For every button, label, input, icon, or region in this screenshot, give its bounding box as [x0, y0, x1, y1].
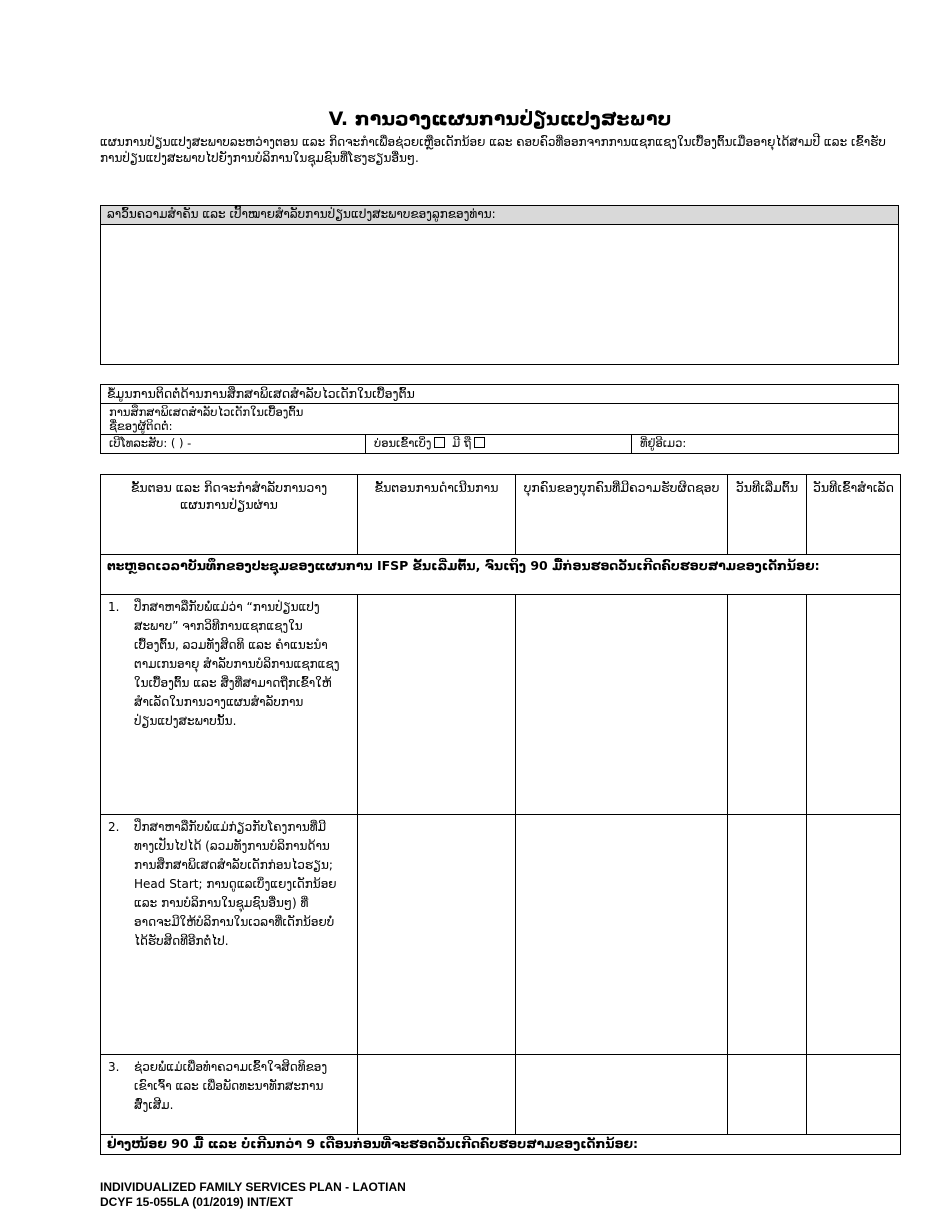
table-row [101, 815, 901, 1055]
list-item: 1. ປຶກສາຫາລືກັບພໍ່ແມ່ວ່າ “ການປ່ຽນແປງສະພາບ” ຈາກວິທີການແຊກແຊງໃນເບື້ອງຕົ້ນ, ລວມທັງສິດທິ ແລະ ຄຳແນະນຳຕາມເກນອາຍຸ ສຳລັບການບໍລິການແຊກແຊງໃນເບື້ອງຕົ້ນ ແລະ ສິ່ງທີ່ສາມາດຖືກເຂົ້າໃຫ້ສຳເລັດໃນການວາງແຜນສຳລັບການປ່ຽນແປງສະພາບນັ້ນ. [108, 600, 340, 728]
footer-row: ຢ່າງໜ້ອຍ 90 ມື້ ແລະ ບໍ່ເກີນກວ່າ 9 ເດືອນກ່ອນທີ່ຈະຮອດວັນເກີດຄົບຮອບສາມຂອງເດັກນ້ອຍ: [101, 1135, 901, 1155]
cell-start-2[interactable] [728, 815, 807, 1055]
table-row [101, 1055, 901, 1135]
header-actions: ຂັ້ນຕອນການດຳເນີນການ [358, 475, 516, 555]
table-row [101, 595, 901, 815]
transition-steps-table [100, 474, 901, 1155]
cell-responsible-1[interactable] [516, 595, 728, 815]
form-name: INDIVIDUALIZED FAMILY SERVICES PLAN - LAOTIAN [100, 1180, 406, 1194]
contact-info-row [101, 435, 898, 453]
header-completed-date: ວັນທີເຂົ້າສຳເລັດ [807, 475, 901, 555]
intro-paragraph: ແຜນການປ່ຽນແປງສະພາບລະຫວ່າງຕອນ ແລະ ກິດຈະກຳເພື່ອຊ່ວຍເຫຼືອເດັກນ້ອຍ ແລະ ຄອບຄົວທີ່ອອກຈາກການແຊກແຊງໃນເບື້ອງຕົ້ນເມື່ອອາຍຸໄດ້ສາມປີ ແລະ ເຂົ້າຮັບການປ່ຽນແປງສະພາບໄປຍັງການບໍລິການໃນຊຸມຊົນທີ່ໂຮງຮຽນອື່ນໆ. [100, 135, 886, 165]
consent-field [366, 435, 632, 453]
list-item: 2. ປຶກສາຫາລືກັບພໍ່ແມ່ກ່ຽວກັບໂຄງການທີ່ມີທາງເປັນໄປໄດ້ (ລວມທັງການບໍລິການດ້ານການສຶກສາພິເສດສຳລັບເດັກກ່ອນໄວຮຽນ; Head Start; ການດູແລເບິ່ງແຍງເດັກນ້ອຍ ແລະ ການບໍລິການໃນຊຸມຊົນອື່ນໆ) ທີ່ອາດຈະມີໃຫ້ບໍລິການໃນເວລາທີ່ເດັກນ້ອຍບໍ່ໄດ້ຮັບສິດທີອີກຕໍ່ໄປ. [108, 820, 337, 948]
email-field[interactable]: ທີ່ຢູ່ອີເມວ: [640, 436, 687, 450]
checkbox-yes[interactable] [434, 437, 445, 448]
section-title: V. ການວາງແຜນການປ່ຽນແປງສະພາບ [328, 108, 672, 130]
cell-done-2[interactable] [807, 815, 901, 1055]
cell-done-1[interactable] [807, 595, 901, 815]
transition-goals-box [100, 205, 899, 365]
header-start-date: ວັນທີເລີ່ມຕົ້ນ [728, 475, 807, 555]
header-responsible: ບຸກຄົນຂອງບຸກຄົນທີ່ມີຄວາມຮັບຜິດຊອບ [516, 475, 728, 555]
form-number: DCYF 15-055LA (01/2019) INT/EXT [100, 1195, 293, 1209]
consent-label: ບ່ອນເຂົ້າເບິ່ງ [374, 436, 432, 450]
cell-actions-2[interactable] [358, 815, 516, 1055]
cell-start-1[interactable] [728, 595, 807, 815]
list-item: 3. ຊ່ວຍພໍ່ແມ່ເພື່ອທຳຄວາມເຂົ້າໃຈສິດທິຂອງເຂົາເຈົ້າ ແລະ ເພື່ອພັດທະນາທັກສະການສົ່ງເສີມ. [108, 1060, 328, 1112]
program-label: ການສຶກສາພິເສດສຳລັບໄວເດັກໃນເບື້ອງຕົ້ນ [109, 405, 304, 419]
phone-field[interactable]: ເບີໂທລະສັບ: ( ) - [101, 435, 366, 453]
cell-responsible-3[interactable] [516, 1055, 728, 1135]
transition-goals-header: ລາວົ້ນຄວາມສຳຄັນ ແລະ ເປົ້າໝາຍສຳລັບການປ່ຽນແປງສະພາບຂອງລູກຂອງທ່ານ: [101, 206, 898, 225]
contact-info-box [100, 384, 899, 454]
transition-goals-field[interactable] [101, 225, 898, 363]
cell-responsible-2[interactable] [516, 815, 728, 1055]
contact-info-fields [101, 404, 898, 435]
cell-start-3[interactable] [728, 1055, 807, 1135]
cell-actions-1[interactable] [358, 595, 516, 815]
cell-done-3[interactable] [807, 1055, 901, 1135]
cell-actions-3[interactable] [358, 1055, 516, 1135]
checkbox-no[interactable] [474, 437, 485, 448]
contact-name-label[interactable]: ຊື່ຂອງຜູ້ຕິດຕໍ່: [109, 419, 173, 433]
contact-info-header: ຂໍ້ມູນການຕິດຕໍ່ດ້ານການສຶກສາພິເສດສຳລັບໄວເດັກໃນເບື້ອງຕົ້ນ [101, 385, 898, 404]
header-steps: ຂັ້ນຕອນ ແລະ ກິດຈະກຳສຳລັບການວາງແຜນການປ່ຽນຜ່ານ [101, 475, 358, 555]
form-footer [100, 1180, 406, 1210]
section-row: ຕະຫຼອດເວລາບັນທຶກຂອງປະຊຸມຂອງແຜນການ IFSP ຂັ້ນເລີ່ມຕົ້ນ, ຈົນເຖິງ 90 ມື້ກ່ອນຮອດວັນເກີດຄົບຮອບສາມຂອງເດັກນ້ອຍ: [101, 555, 901, 595]
option-no-label: ມີ ຖື [452, 436, 472, 450]
